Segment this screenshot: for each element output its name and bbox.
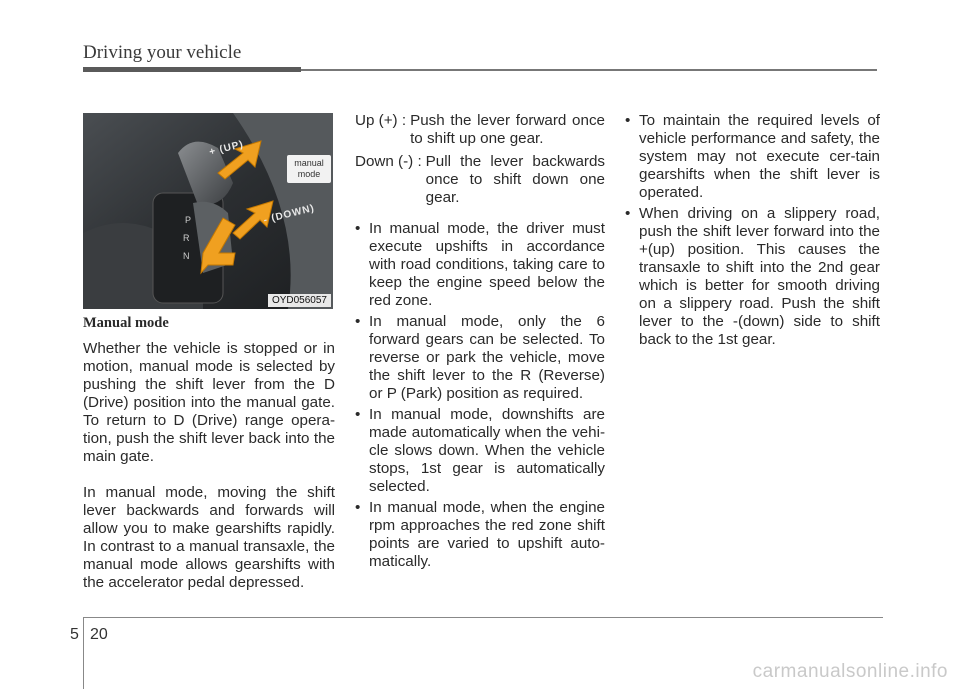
- svg-text:N: N: [183, 251, 190, 261]
- section-title: Manual mode: [83, 315, 169, 331]
- definition-down: [355, 153, 605, 207]
- list-item: • In manual mode, only the 6 forward gears can be selected. To reverse or park the vehicle, move the shift lever to the R (Reverse) or P (Park) position as required.: [355, 313, 605, 402]
- watermark: carmanualsonline.info: [752, 661, 948, 682]
- footer-hline: [83, 617, 883, 618]
- column-1: [83, 314, 335, 610]
- header-title: Driving your vehicle: [83, 42, 242, 63]
- bullet-dot-icon: •: [355, 313, 361, 330]
- shift-lever-photo: [83, 113, 333, 309]
- definition-desc: Push the lever forward once to shift up one gear.: [410, 112, 605, 147]
- list-item: • When driving on a slippery road, push the shift lever forward into the +(up) position. This causes the transaxle to shift into the 2nd gear which is better for smooth driving on a slippery road. Push the shift lever to the -(down) side to shift back to the 1st gear.: [625, 205, 880, 348]
- column-3: [625, 112, 880, 352]
- down-label: - (DOWN): [262, 202, 316, 227]
- bullet-list: [625, 112, 880, 349]
- svg-text:R: R: [183, 233, 190, 243]
- list-item: • In manual mode, the driver must execute upshifts in accordance with road conditions, taking care to keep the engine speed below the red zone.: [355, 220, 605, 309]
- paragraph: In manual mode, moving the shift lever backwards and forwards will allow you to make gearshifts rapidly. In contrast to a manual transaxle, the manual mode allows gearshifts with the accelerator pedal depressed.: [83, 484, 335, 591]
- header-rule-thin: [301, 69, 877, 71]
- svg-text:P: P: [185, 215, 192, 225]
- bullet-dot-icon: •: [355, 220, 361, 237]
- figure-code: OYD056057: [268, 294, 331, 307]
- list-item: • In manual mode, downshifts are made automatically when the vehi-cle slows down. When the vehicle stops, 1st gear is automatically selected.: [355, 406, 605, 495]
- definition-term: Up (+) :: [355, 112, 407, 129]
- bullet-dot-icon: •: [625, 205, 631, 222]
- header-rule-thick: [83, 67, 301, 72]
- footer-vline: [83, 617, 84, 689]
- bullet-dot-icon: •: [625, 112, 631, 129]
- definition-desc: Pull the lever backwards once to shift down one gear.: [425, 153, 605, 206]
- list-item: • In manual mode, when the engine rpm approaches the red zone shift points are varied to upshift auto-matically.: [355, 499, 605, 570]
- definition-up: [355, 112, 605, 148]
- manual-mode-label: manual mode: [287, 155, 331, 183]
- bullet-list: [355, 220, 605, 571]
- column-2: [355, 112, 605, 574]
- definition-term: Down (-) :: [355, 153, 422, 170]
- list-item: • To maintain the required levels of vehicle performance and safety, the system may not execute cer-tain gearshifts when the shift lever is operated.: [625, 112, 880, 201]
- chapter-number: 5: [70, 626, 79, 643]
- page-number: 20: [90, 626, 108, 643]
- up-label: + (UP): [208, 138, 245, 159]
- bullet-dot-icon: •: [355, 406, 361, 423]
- paragraph: Whether the vehicle is stopped or in motion, manual mode is selected by pushing the shift lever from the D (Drive) position into the manual gate. To return to D (Drive) range opera-tion, push the shift lever back into the main gate.: [83, 340, 335, 465]
- bullet-dot-icon: •: [355, 499, 361, 516]
